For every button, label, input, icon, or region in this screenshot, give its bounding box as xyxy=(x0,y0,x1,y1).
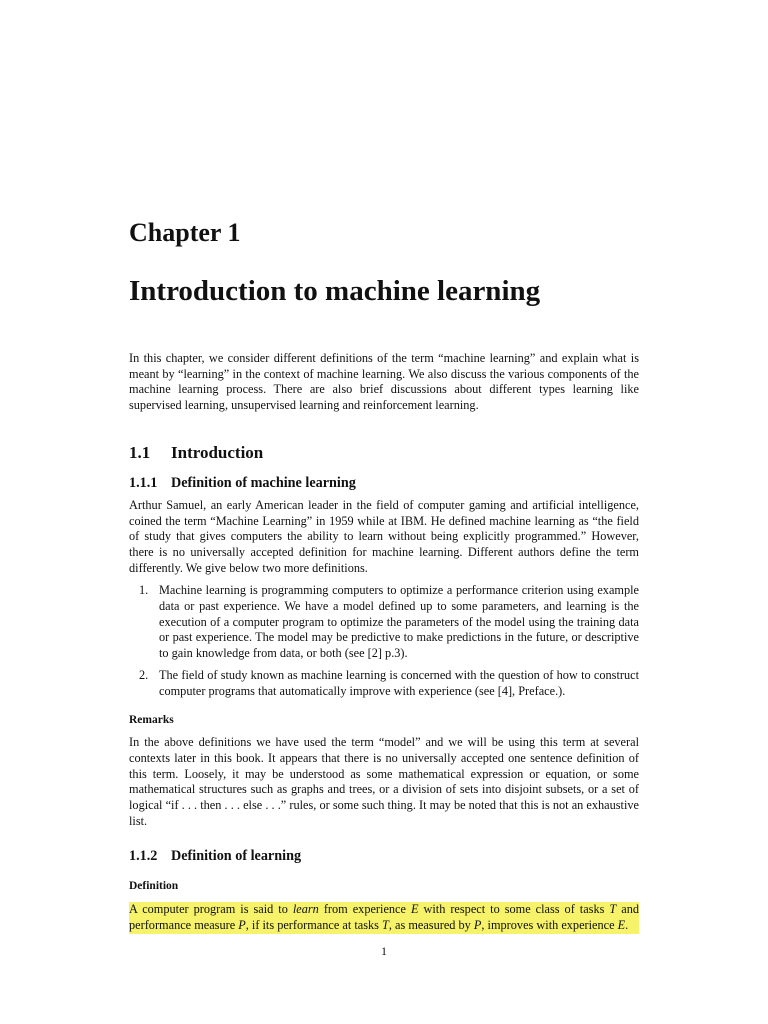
subsection-heading-definition-of-learning xyxy=(129,847,639,865)
subsection-heading-definition-of-machine-learning xyxy=(129,474,639,492)
math-variable: P xyxy=(473,918,482,933)
body-content xyxy=(129,351,639,934)
chapter-intro-paragraph: In this chapter, we consider different definitions of the term “machine learning” and explain what is meant by “learning” in the context of machine learning. We also discuss the various components of the machine learning process. There are also brief discussions about different types learning like supervised learning, unsupervised learning and reinforcement learning. xyxy=(129,351,639,413)
definition-text: from experience xyxy=(318,902,411,917)
list-item-text: Machine learning is programming computers to optimize a performance criterion using example data or past experience. We have a model defined up to some parameters, and learning is the execution of a computer program to optimize the parameters of the model using the training data or past experience. The model may be predictive to make predictions in the future, or descriptive to gain knowledge from data, or both (see [2] p.3). xyxy=(159,583,639,661)
definitions-list xyxy=(129,583,639,699)
emphasized-term: learn xyxy=(292,902,319,917)
section-heading-introduction xyxy=(129,442,639,464)
math-variable: E xyxy=(617,918,626,933)
chapter-label: Chapter 1 xyxy=(129,218,241,247)
list-marker: 1. xyxy=(139,583,149,598)
subsection-title: Definition of learning xyxy=(171,848,302,865)
math-variable: T xyxy=(382,918,389,933)
remarks-heading: Remarks xyxy=(129,714,174,727)
highlighted-definition xyxy=(129,902,639,933)
list-marker: 2. xyxy=(139,667,149,682)
subsection-number: 1.1.1 xyxy=(129,474,158,491)
definition-text: , if its performance at tasks xyxy=(245,918,383,933)
list-item xyxy=(129,583,639,662)
section-title: Introduction xyxy=(171,442,264,462)
subsection-title: Definition of machine learning xyxy=(171,474,356,491)
definition-text: A computer program is said to xyxy=(129,902,293,917)
list-item xyxy=(129,668,639,699)
document-page xyxy=(129,0,639,1024)
definition-text: and performance measure xyxy=(129,902,639,933)
samuel-paragraph: Arthur Samuel, an early American leader in the field of computer gaming and artificial intelligence, coined the term “Machine Learning” in 1959 while at IBM. He defined machine learning as “the field of study that gives computers the ability to learn without being explicitly programmed.” However, there is no universally accepted definition for machine learning. Different authors define the term differently. We give below two more definitions. xyxy=(129,497,639,575)
definition-heading: Definition xyxy=(129,880,179,893)
subsection-number: 1.1.2 xyxy=(129,848,158,865)
chapter-title: Introduction to machine learning xyxy=(129,275,541,307)
list-item-text: The field of study known as machine learning is concerned with the question of how to construct computer programs that automatically improve with experience (see [4], Preface.). xyxy=(159,667,639,698)
definition-text: , improves with experience xyxy=(481,918,618,933)
definition-text: with respect to some class of tasks xyxy=(418,902,610,917)
math-variable: E xyxy=(410,902,419,917)
page-number: 1 xyxy=(381,944,387,958)
definition-text: , as measured by xyxy=(388,918,474,933)
math-variable: P xyxy=(238,918,246,933)
math-variable: T xyxy=(609,902,617,917)
section-number: 1.1 xyxy=(129,442,151,462)
definition-text: . xyxy=(625,918,629,933)
remarks-paragraph: In the above definitions we have used the term “model” and we will be using this term at several contexts later in this book. It appears that there is no universally accepted one sentence definition of this term. Loosely, it may be understood as some mathematical expression or equation, or some mathematical structures such as graphs and trees, or a division of sets into disjoint subsets, or a set of logical “if . . . then . . . else . . .” rules, or some such thing. It may be noted that this is not an exhaustive list. xyxy=(129,735,639,828)
